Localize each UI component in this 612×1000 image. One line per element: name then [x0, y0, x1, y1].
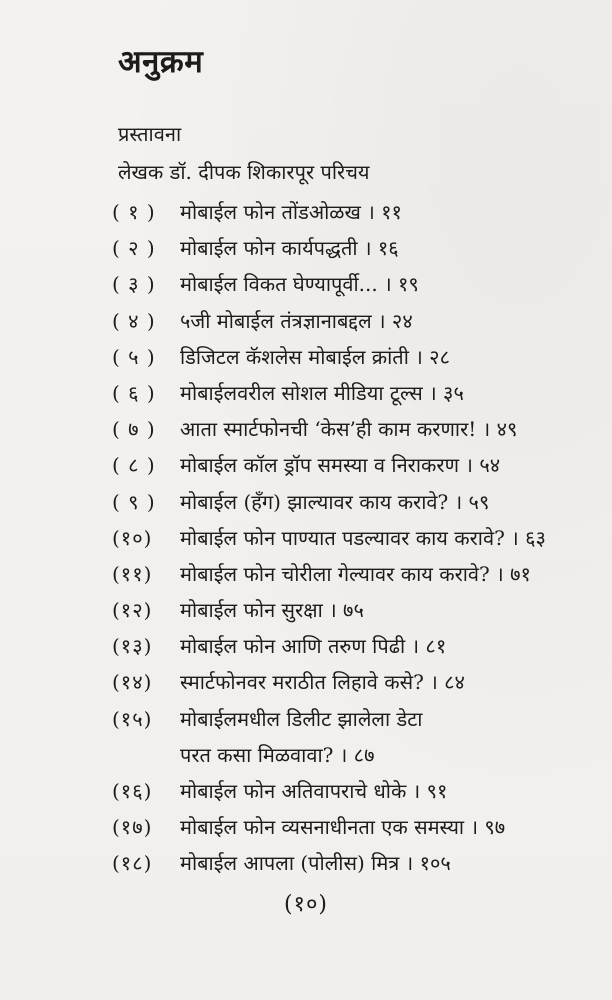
toc-item-title: मोबाईलवरील सोशल मीडिया टूल्स । ३५	[180, 380, 464, 405]
toc-item-title-line-2: परत कसा मिळवावा? । ८७	[180, 742, 375, 767]
toc-item-title: मोबाईल (हँग) झाल्यावर काय करावे? । ५९	[180, 489, 490, 514]
toc-item-title: मोबाईल फोन अतिवापराचे धोके । ९१	[180, 779, 448, 804]
toc-item	[112, 411, 592, 447]
toc-item-number: (१०)	[112, 525, 153, 550]
toc-item-number: ( ३ )	[112, 272, 156, 297]
toc-item	[112, 339, 592, 375]
toc-item-title: डिजिटल कॅशलेस मोबाईल क्रांती । २८	[180, 344, 450, 369]
page-title: अनुक्रम	[118, 44, 204, 80]
toc-item	[112, 845, 592, 881]
page-number: (१०)	[283, 892, 329, 917]
toc-item-title: मोबाईल फोन कार्यपद्धती । १६	[180, 236, 399, 261]
toc-item	[112, 520, 592, 556]
toc-item-title: मोबाईल कॉल ड्रॉप समस्या व निराकरण । ५४	[180, 453, 501, 478]
toc-item-number: (१८)	[112, 851, 153, 876]
toc-item-title: मोबाईल फोन तोंडओळख । ११	[180, 200, 402, 224]
toc-item	[112, 375, 592, 411]
toc-item	[112, 664, 592, 700]
toc-item-title: ५जी मोबाईल तंत्रज्ञानाबद्दल । २४	[180, 308, 413, 333]
toc-item-number: ( १ )	[112, 200, 156, 224]
toc-item-title: मोबाईल विकत घेण्यापूर्वी... । १९	[180, 272, 419, 297]
toc-item-number: (१५)	[112, 706, 153, 731]
toc-item-title	[180, 701, 592, 773]
toc-item	[112, 701, 592, 773]
toc-item-title: मोबाईल फोन पाण्यात पडल्यावर काय करावे? । ६३	[180, 525, 546, 550]
toc-item	[112, 628, 592, 664]
toc-item-number: (१७)	[112, 815, 153, 840]
toc-item	[112, 592, 592, 628]
toc-item-title: मोबाईल फोन व्यसनाधीनता एक समस्या । ९७	[180, 815, 506, 840]
toc-item	[112, 809, 592, 845]
preface-entry: प्रस्तावना	[118, 122, 182, 146]
toc-item	[112, 773, 592, 809]
toc-item	[112, 303, 592, 339]
toc-item-number: (१२)	[112, 598, 153, 623]
toc-item-number: ( ६ )	[112, 380, 156, 405]
toc-item-title: मोबाईल फोन चोरीला गेल्यावर काय करावे? । ७१	[180, 561, 531, 586]
toc-item-title-line-1: मोबाईलमधील डिलीट झालेला डेटा	[180, 706, 423, 731]
toc-item-title: मोबाईल फोन आणि तरुण पिढी । ८१	[180, 634, 447, 659]
toc-item-number: ( ८ )	[112, 453, 156, 478]
toc-item	[112, 484, 592, 520]
toc-item-title: मोबाईल आपला (पोलीस) मित्र । १०५	[180, 851, 451, 876]
toc-item-number: (१३)	[112, 634, 153, 659]
toc-item-number: (११)	[112, 561, 153, 586]
toc-item	[112, 556, 592, 592]
toc-item-title: स्मार्टफोनवर मराठीत लिहावे कसे? । ८४	[180, 670, 465, 695]
toc-item	[112, 194, 592, 230]
table-of-contents	[112, 194, 592, 882]
author-intro-entry: लेखक डॉ. दीपक शिकारपूर परिचय	[118, 160, 370, 184]
toc-item	[112, 230, 592, 266]
toc-item	[112, 266, 592, 302]
toc-item-number: ( ९ )	[112, 489, 156, 514]
toc-item-number: (१४)	[112, 670, 153, 695]
toc-item-number: ( ४ )	[112, 308, 156, 333]
toc-item-number: ( ५ )	[112, 344, 156, 369]
toc-item-number: ( २ )	[112, 236, 156, 261]
toc-item-number: (१६)	[112, 779, 153, 804]
toc-item-number: ( ७ )	[112, 417, 156, 442]
toc-item	[112, 447, 592, 483]
toc-item-title: मोबाईल फोन सुरक्षा । ७५	[180, 598, 364, 623]
toc-item-title: आता स्मार्टफोनची ‘केस’ही काम करणार! । ४९	[180, 417, 518, 442]
